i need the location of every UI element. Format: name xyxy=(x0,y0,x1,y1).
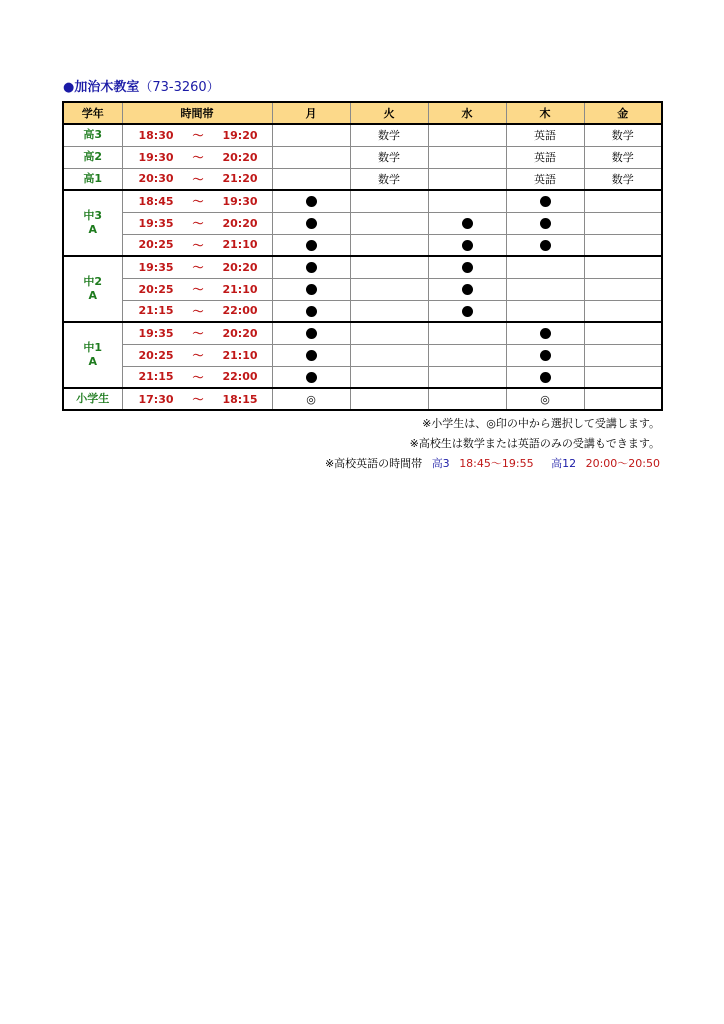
start-time: 19:35 xyxy=(122,212,178,234)
start-time: 19:35 xyxy=(122,322,178,344)
start-time: 18:30 xyxy=(122,124,178,146)
end-time: 21:10 xyxy=(218,234,272,256)
day-cell xyxy=(350,212,428,234)
class-dot-icon xyxy=(462,306,473,317)
class-dot-icon xyxy=(306,218,317,229)
schedule-table xyxy=(62,101,663,411)
table-row xyxy=(63,234,662,256)
day-cell: ◎ xyxy=(506,388,584,410)
day-cell xyxy=(584,366,662,388)
table-row xyxy=(63,190,662,212)
day-cell xyxy=(584,212,662,234)
day-cell xyxy=(584,278,662,300)
classroom-name: ●加治木教室 xyxy=(63,80,140,95)
day-cell: 英語 xyxy=(506,146,584,168)
start-time: 20:30 xyxy=(122,168,178,190)
class-dot-icon xyxy=(540,240,551,251)
grade-label xyxy=(63,322,122,388)
note-english-grade-2: 高12 xyxy=(551,457,577,470)
table-row xyxy=(63,344,662,366)
day-cell xyxy=(428,256,506,278)
day-cell: 数学 xyxy=(350,146,428,168)
time-separator: ～ xyxy=(178,366,218,388)
grade-line-2: A xyxy=(88,289,97,302)
grade-label: 小学生 xyxy=(63,388,122,410)
time-separator: ～ xyxy=(178,146,218,168)
table-row xyxy=(63,388,662,410)
time-separator: ～ xyxy=(178,256,218,278)
time-separator: ～ xyxy=(178,322,218,344)
class-dot-icon xyxy=(540,350,551,361)
end-time: 21:20 xyxy=(218,168,272,190)
end-time: 20:20 xyxy=(218,256,272,278)
day-cell: 数学 xyxy=(584,124,662,146)
end-time: 21:10 xyxy=(218,278,272,300)
day-cell xyxy=(350,300,428,322)
class-dot-icon xyxy=(306,240,317,251)
header-day: 金 xyxy=(584,102,662,124)
table-row xyxy=(63,146,662,168)
end-time: 20:20 xyxy=(218,322,272,344)
grade-label: 高3 xyxy=(63,124,122,146)
day-cell xyxy=(350,278,428,300)
table-row xyxy=(63,256,662,278)
day-cell: 数学 xyxy=(584,168,662,190)
day-cell xyxy=(506,300,584,322)
day-cell: 数学 xyxy=(584,146,662,168)
day-cell xyxy=(350,344,428,366)
day-cell xyxy=(272,300,350,322)
day-cell xyxy=(428,190,506,212)
header-time: 時間帯 xyxy=(122,102,272,124)
schedule-body xyxy=(63,124,662,410)
classroom-phone: （73-3260） xyxy=(139,80,220,95)
table-row xyxy=(63,278,662,300)
time-separator: ～ xyxy=(178,124,218,146)
day-cell xyxy=(272,190,350,212)
day-cell xyxy=(428,234,506,256)
day-cell xyxy=(506,278,584,300)
class-dot-icon xyxy=(462,284,473,295)
classroom-title xyxy=(63,76,220,95)
day-cell xyxy=(350,190,428,212)
time-separator: ～ xyxy=(178,388,218,410)
day-cell xyxy=(584,388,662,410)
time-separator: ～ xyxy=(178,168,218,190)
start-time: 19:30 xyxy=(122,146,178,168)
table-row xyxy=(63,124,662,146)
day-cell xyxy=(506,344,584,366)
day-cell xyxy=(584,322,662,344)
day-cell xyxy=(350,366,428,388)
day-cell xyxy=(506,366,584,388)
class-dot-icon xyxy=(306,306,317,317)
class-dot-icon xyxy=(306,284,317,295)
day-cell xyxy=(506,190,584,212)
day-cell xyxy=(350,256,428,278)
end-time: 22:00 xyxy=(218,300,272,322)
day-cell xyxy=(272,124,350,146)
class-dot-icon xyxy=(306,196,317,207)
header-day: 火 xyxy=(350,102,428,124)
table-row xyxy=(63,168,662,190)
table-row xyxy=(63,212,662,234)
grade-line-2: A xyxy=(88,223,97,236)
header-day: 水 xyxy=(428,102,506,124)
class-dot-icon xyxy=(306,328,317,339)
time-separator: ～ xyxy=(178,212,218,234)
grade-label xyxy=(63,190,122,256)
end-time: 18:15 xyxy=(218,388,272,410)
day-cell xyxy=(350,388,428,410)
end-time: 20:20 xyxy=(218,146,272,168)
day-cell xyxy=(428,212,506,234)
time-separator: ～ xyxy=(178,190,218,212)
day-cell xyxy=(428,322,506,344)
start-time: 21:15 xyxy=(122,366,178,388)
time-separator: ～ xyxy=(178,344,218,366)
header-row xyxy=(63,102,662,124)
grade-label: 高2 xyxy=(63,146,122,168)
day-cell xyxy=(506,256,584,278)
start-time: 20:25 xyxy=(122,234,178,256)
class-dot-icon xyxy=(306,262,317,273)
day-cell xyxy=(428,344,506,366)
end-time: 19:20 xyxy=(218,124,272,146)
grade-line-1: 中2 xyxy=(83,275,103,288)
day-cell xyxy=(584,344,662,366)
class-dot-icon xyxy=(540,196,551,207)
time-separator: ～ xyxy=(178,234,218,256)
day-cell xyxy=(506,212,584,234)
day-cell xyxy=(428,124,506,146)
class-dot-icon xyxy=(462,262,473,273)
start-time: 18:45 xyxy=(122,190,178,212)
day-cell xyxy=(272,278,350,300)
time-separator: ～ xyxy=(178,278,218,300)
day-cell xyxy=(272,322,350,344)
class-dot-icon xyxy=(306,372,317,383)
day-cell xyxy=(584,256,662,278)
header-day: 月 xyxy=(272,102,350,124)
note-english-time-2: 20:00～20:50 xyxy=(585,457,660,470)
header-grade: 学年 xyxy=(63,102,122,124)
class-dot-icon xyxy=(306,350,317,361)
day-cell: 数学 xyxy=(350,124,428,146)
day-cell xyxy=(350,322,428,344)
note-elementary: ※小学生は、◎印の中から選択して受講します。 xyxy=(422,417,660,430)
day-cell xyxy=(584,300,662,322)
day-cell xyxy=(272,256,350,278)
day-cell xyxy=(428,366,506,388)
day-cell xyxy=(272,366,350,388)
day-cell xyxy=(428,146,506,168)
day-cell xyxy=(272,146,350,168)
day-cell xyxy=(584,190,662,212)
start-time: 20:25 xyxy=(122,344,178,366)
end-time: 21:10 xyxy=(218,344,272,366)
class-dot-icon xyxy=(462,240,473,251)
day-cell xyxy=(272,212,350,234)
start-time: 21:15 xyxy=(122,300,178,322)
day-cell: 数学 xyxy=(350,168,428,190)
note-english-prefix: ※高校英語の時間帯 xyxy=(324,457,423,470)
table-row xyxy=(63,366,662,388)
end-time: 22:00 xyxy=(218,366,272,388)
class-dot-icon xyxy=(540,218,551,229)
note-high-school: ※高校生は数学または英語のみの受講もできます。 xyxy=(409,437,660,450)
time-separator: ～ xyxy=(178,300,218,322)
day-cell xyxy=(272,168,350,190)
day-cell xyxy=(428,278,506,300)
table-row xyxy=(63,322,662,344)
class-dot-icon xyxy=(462,218,473,229)
start-time: 20:25 xyxy=(122,278,178,300)
class-dot-icon xyxy=(540,372,551,383)
note-english-time-1: 18:45～19:55 xyxy=(459,457,534,470)
table-row xyxy=(63,300,662,322)
day-cell xyxy=(506,234,584,256)
day-cell: 英語 xyxy=(506,124,584,146)
grade-label xyxy=(63,256,122,322)
day-cell: 英語 xyxy=(506,168,584,190)
day-cell xyxy=(428,388,506,410)
day-cell xyxy=(272,344,350,366)
end-time: 19:30 xyxy=(218,190,272,212)
start-time: 17:30 xyxy=(122,388,178,410)
day-cell xyxy=(272,234,350,256)
note-english-times xyxy=(325,455,660,471)
day-cell xyxy=(350,234,428,256)
day-cell: ◎ xyxy=(272,388,350,410)
day-cell xyxy=(584,234,662,256)
day-cell xyxy=(428,168,506,190)
class-dot-icon xyxy=(540,328,551,339)
start-time: 19:35 xyxy=(122,256,178,278)
grade-line-2: A xyxy=(88,355,97,368)
note-english-grade-1: 高3 xyxy=(431,457,450,470)
header-day: 木 xyxy=(506,102,584,124)
grade-line-1: 中3 xyxy=(83,209,103,222)
grade-label: 高1 xyxy=(63,168,122,190)
end-time: 20:20 xyxy=(218,212,272,234)
day-cell xyxy=(428,300,506,322)
day-cell xyxy=(506,322,584,344)
grade-line-1: 中1 xyxy=(83,341,103,354)
